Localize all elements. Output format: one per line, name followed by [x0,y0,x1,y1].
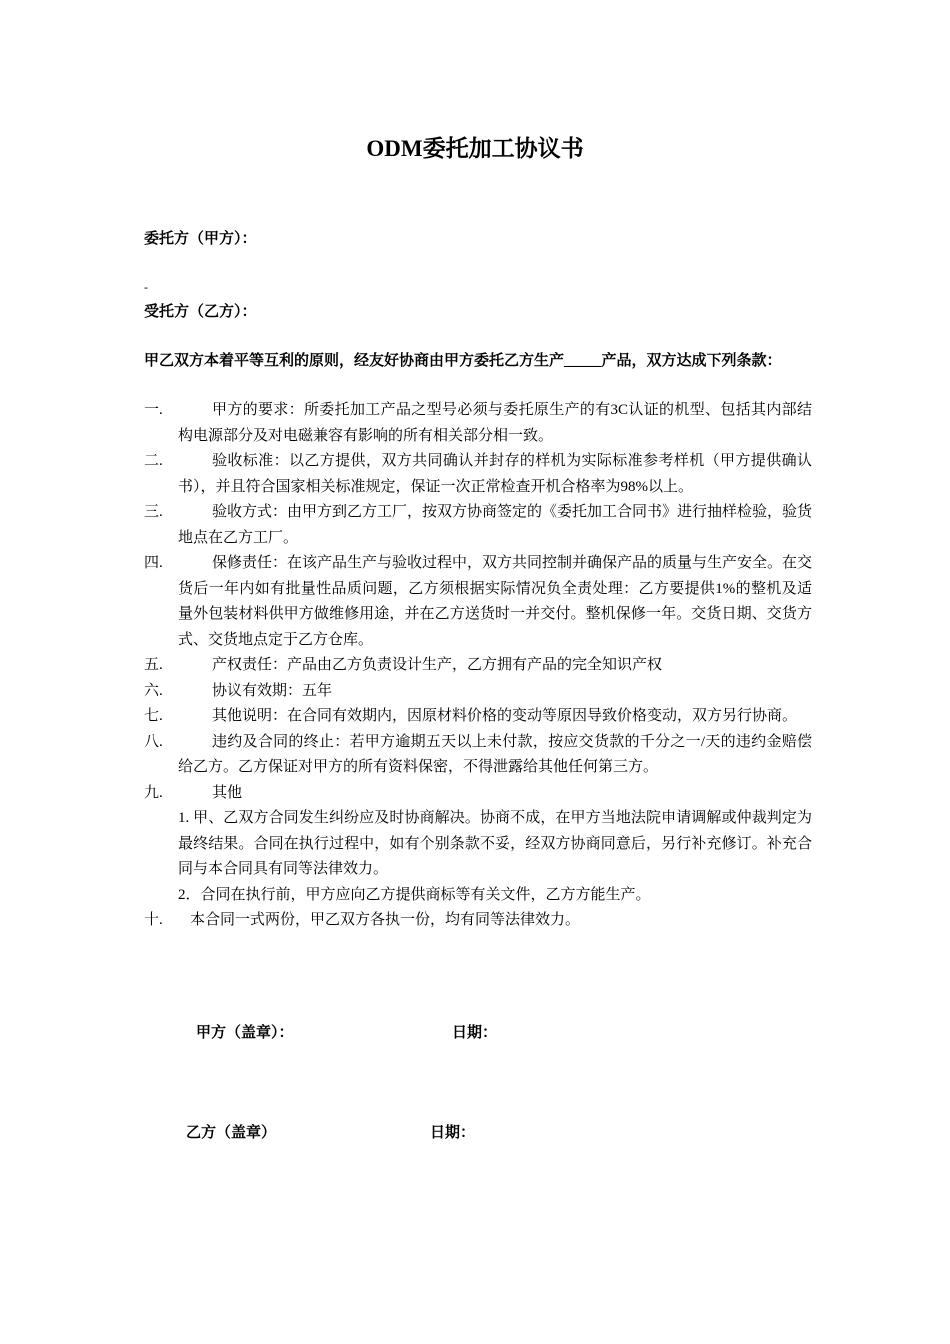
clause-item [144,908,812,934]
clause-number: 八. [144,733,163,750]
clause-item [144,704,812,730]
party-a-label: 委托方（甲方）： [144,231,257,247]
clause-item [144,679,812,705]
clause-text: 违约及合同的终止：若甲方逾期五天以上未付款，按应交货款的千分之一/天的违约金赔偿给乙方。乙方保证对甲方的所有资料保密，不得泄露给其他任何第三方。 [178,733,812,775]
clause-number: 九. [144,784,163,801]
clause-number: 三. [144,504,163,520]
clause-number: 五. [144,657,163,673]
clause-text: 保修责任：在该产品生产与验收过程中，双方共同控制并确保产品的质量与生产安全。在交货后一年内如有批量性品质问题，乙方须根据实际情况负全责处理：乙方要提供1%的整机及适量外包装材料供甲方做维修用途，并在乙方送货时一并交付。整机保修一年。交货日期、交货方式、交货地点定于乙方仓库。 [178,555,813,648]
party-b-date-label: 日期： [430,1125,476,1141]
sub-item: 2．合同在执行前，甲方应向乙方提供商标等有关文件，乙方方能生产。 [178,886,651,903]
clause-number: 二. [144,453,163,469]
clause-number: 七. [144,708,163,724]
clause-text: 验收方式：由甲方到乙方工厂，按双方协商签定的《委托加工合同书》进行抽样检验，验货地点在乙方工厂。 [178,504,813,546]
clause-text: 本合同一式两份，甲乙双方各执一份，均有同等法律效力。 [190,912,581,928]
clause-item [144,500,812,551]
dash-mark: - [144,280,148,294]
clause-number: 十. [144,912,163,928]
clause-number: 一. [144,402,163,418]
clause-text: 其他 [212,784,243,801]
party-b-label: 受托方（乙方）： [144,304,257,320]
clause-text: 验收标准：以乙方提供，双方共同确认并封存的样机为实际标准参考样机（甲方提供确认书），并且符合国家相关标准规定，保证一次正常检查开机合格率为98%以上。 [178,453,812,495]
clause-item [144,551,812,653]
clause-item [144,781,812,807]
clause-text: 甲方的要求：所委托加工产品之型号必须与委托原生产的有3C认证的机型、包括其内部结构电源部分及对电磁兼容有影响的所有相关部分相一致。 [178,402,812,444]
party-a-date-label: 日期： [452,1025,498,1041]
clause-list [144,398,812,934]
clause-item [144,730,812,781]
clause-text: 协议有效期：五年 [212,682,333,699]
clause-item [144,449,812,500]
clause-item [144,653,812,679]
intro-paragraph: 甲乙双方本着平等互利的原则，经友好协商由甲方委托乙方生产_____产品，双方达成下列条款： [144,353,782,369]
sub-item-list [144,806,812,908]
document-title: ODM委托加工协议书 [366,136,584,161]
clause-number: 六. [144,682,163,699]
clause-item [144,398,812,449]
clause-text: 其他说明：在合同有效期内，因原材料价格的变动等原因导致价格变动，双方另行协商。 [212,708,798,724]
party-a-seal-label: 甲方（盖章）： [196,1025,294,1041]
sub-item: 1. 甲、乙双方合同发生纠纷应及时协商解决。协商不成，在甲方当地法院申请调解或仲裁判定为最终结果。合同在执行过程中，如有个别条款不妥，经双方协商同意后，另行补充修订。补充合同与本合同具有同等法律效力。 [178,810,812,877]
clause-text: 产权责任：产品由乙方负责设计生产，乙方拥有产品的完全知识产权 [212,657,663,673]
clause-number: 四. [144,555,163,571]
party-b-seal-label: 乙方（盖章） [186,1125,277,1141]
